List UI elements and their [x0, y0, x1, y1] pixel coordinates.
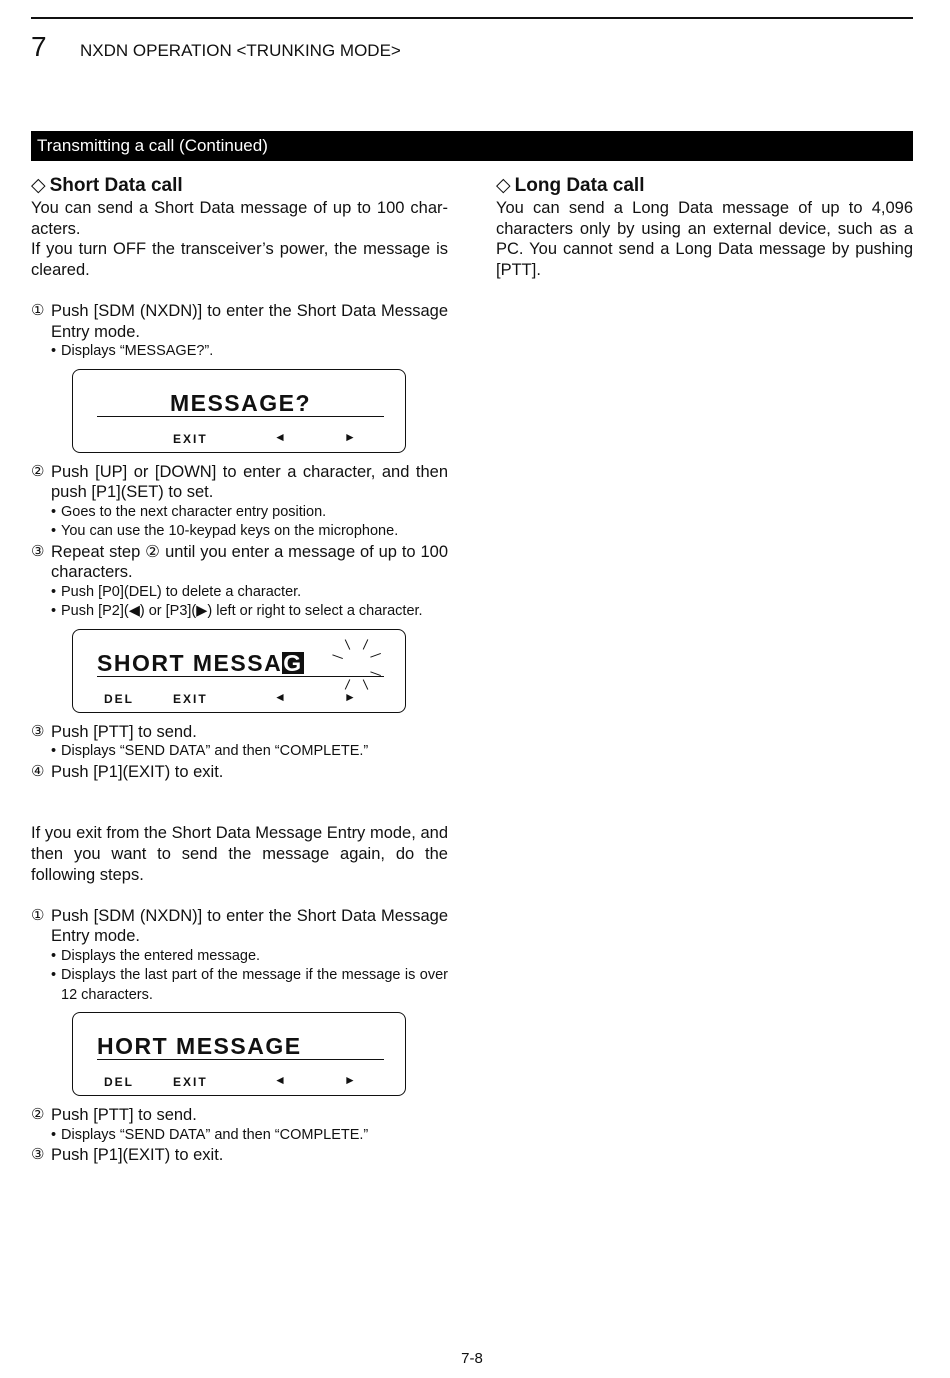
step-note: • Push [P2](◀) or [P3](▶) left or right to select a character.	[51, 603, 423, 620]
left-column	[31, 174, 448, 1166]
right-column	[496, 174, 913, 280]
blink-ray	[345, 639, 351, 650]
page-number: 7-8	[461, 1350, 483, 1367]
step: ③ Repeat step ② until you enter a message of up to 100 characters.	[31, 542, 448, 582]
short-data-heading: ◇ Short Data call	[31, 175, 183, 196]
lcd-display-hort-message	[72, 1012, 406, 1096]
right-arrow-icon: ►	[344, 429, 356, 444]
right-arrow-icon: ►	[344, 689, 356, 704]
blink-ray	[363, 679, 369, 690]
lcd-main-text: SHORT MESSAG	[97, 650, 384, 677]
left-arrow-icon: ◄	[274, 689, 286, 704]
left-arrow-icon: ◄	[274, 1073, 286, 1088]
section-bar: Transmitting a call (Continued)	[31, 131, 913, 161]
lcd-cursor: G	[283, 649, 303, 676]
step: ④ Push [P1](EXIT) to exit.	[31, 762, 224, 781]
step: ③ Push [PTT] to send.	[31, 722, 197, 741]
diamond-icon: ◇	[496, 175, 511, 196]
step-note: • Displays “MESSAGE?”.	[51, 343, 214, 360]
step-note: • Displays “SEND DATA” and then “COMPLETE.”	[51, 1126, 369, 1143]
lcd-exit-label: EXIT	[173, 1075, 208, 1090]
diamond-icon: ◇	[31, 175, 46, 196]
lcd-exit-label: EXIT	[173, 691, 208, 706]
lcd-display-message	[72, 369, 406, 453]
step-note: • You can use the 10-keypad keys on the microphone.	[51, 523, 399, 540]
step-note: • Goes to the next character entry position.	[51, 503, 327, 520]
resend-paragraph: If you exit from the Short Data Message Entry mode, and then you want to send the message again, do the following steps.	[31, 824, 448, 884]
lcd-main-text: MESSAGE?	[97, 390, 384, 417]
lcd-del-label: DEL	[104, 1075, 134, 1090]
chapter-number: 7	[31, 31, 47, 62]
intro-paragraph: You can send a Short Data message of up to 100 characters.	[31, 199, 448, 238]
intro-paragraph: If you turn OFF the transceiver’s power, the message is cleared.	[31, 240, 448, 279]
step: ② Push [UP] or [DOWN] to enter a character, and then push [P1](SET) to set.	[31, 462, 448, 502]
blink-ray	[363, 639, 369, 650]
step: ① Push [SDM (NXDN)] to enter the Short Data Message Entry mode.	[31, 301, 448, 341]
left-arrow-icon: ◄	[274, 429, 286, 444]
step: ③ Push [P1](EXIT) to exit.	[31, 1146, 224, 1165]
lcd-del-label: DEL	[104, 691, 134, 706]
step-note: • Displays “SEND DATA” and then “COMPLETE.”	[51, 743, 369, 760]
step-note: • Push [P0](DEL) to delete a character.	[51, 583, 302, 600]
step: ① Push [SDM (NXDN)] to enter the Short Data Message Entry mode.	[31, 906, 448, 946]
step: ② Push [PTT] to send.	[31, 1106, 197, 1125]
lcd-main-text: HORT MESSAGE	[97, 1033, 384, 1060]
lcd-exit-label: EXIT	[173, 431, 208, 446]
lcd-display-short-message	[72, 629, 406, 713]
long-data-heading: ◇ Long Data call	[496, 175, 645, 196]
step-note: • Displays the entered message.	[51, 947, 261, 964]
blink-ray	[345, 679, 351, 690]
right-arrow-icon: ►	[344, 1073, 356, 1088]
chapter-title: NXDN OPERATION <TRUNKING MODE>	[80, 41, 401, 60]
long-data-paragraph: You can send a Long Data message of up to 4,096 characters only by using an external device, such as a PC. You cannot send a Long Data message by pushing [PTT].	[496, 199, 913, 279]
step-note: • Displays the last part of the message if the message is over 12 characters.	[51, 967, 448, 1003]
header-rule	[31, 17, 913, 19]
